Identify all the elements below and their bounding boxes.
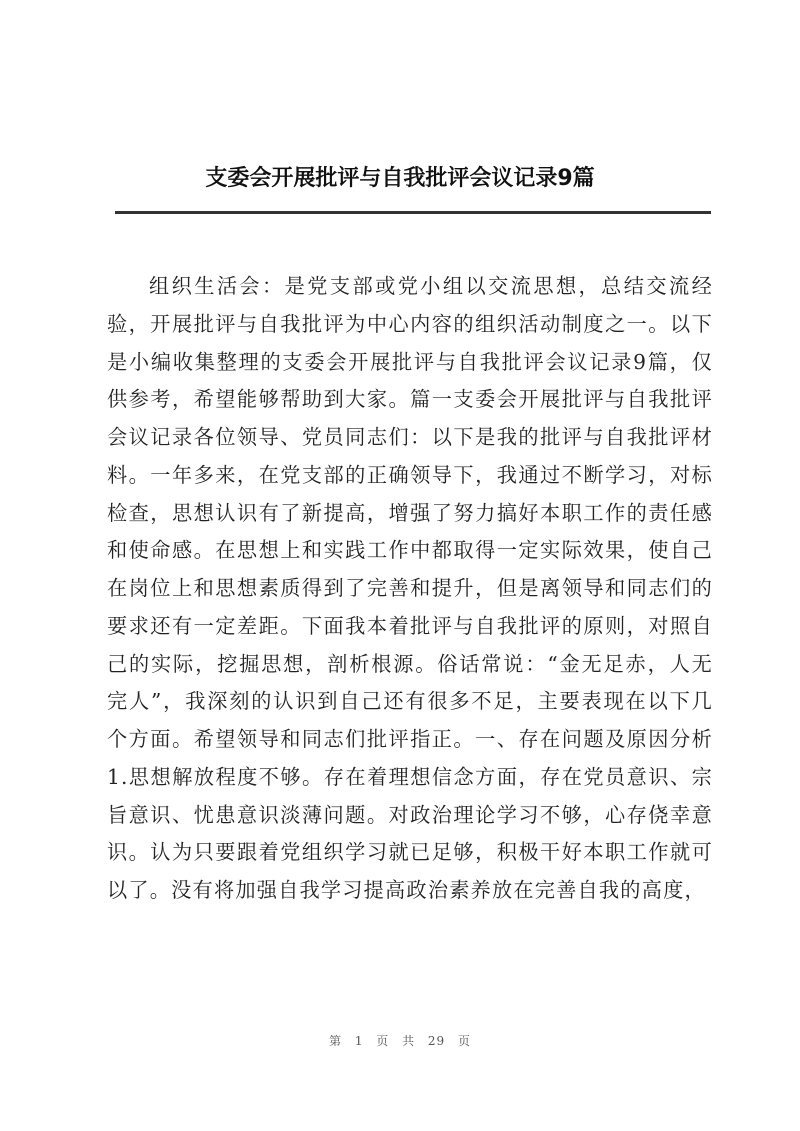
title-underline	[115, 211, 711, 214]
page-footer: 第 1 页 共 29 页	[329, 1034, 471, 1048]
body-paragraph: 组织生活会：是党支部或党小组以交流思想，总结交流经验，开展批评与自我批评为中心内容的组织活动制度之一。以下是小编收集整理的支委会开展批评与自我批评会议记录9篇，仅供参考，希望能够帮助到大家。篇一支委会开展批评与自我批评会议记录各位领导、党员同志们：以下是我的批评与自我批评材料。一年多来，在党支部的正确领导下，我通过不断学习，对标检查，思想认识有了新提高，增强了努力搞好本职工作的责任感和使命感。在思想上和实践工作中都取得一定实际效果，使自己在岗位上和思想素质得到了完善和提升，但是离领导和同志们的要求还有一定差距。下面我本着批评与自我批评的原则，对照自己的实际，挖掘思想，剖析根源。俗话常说：“金无足赤，人无完人”，我深刻的认识到自己还有很多不足，主要表现在以下几个方面。希望领导和同志们批评指正。一、存在问题及原因分析1.思想解放程度不够。存在着理想信念方面，存在党员意识、宗旨意识、忧患意识淡薄问题。对政治理论学习不够，心存侥幸意识。认为只要跟着党组织学习就已足够，积极干好本职工作就可以了。没有将加强自我学习提高政治素养放在完善自我的高度，	[107, 274, 713, 902]
page-title: 支委会开展批评与自我批评会议记录9篇	[205, 166, 595, 191]
